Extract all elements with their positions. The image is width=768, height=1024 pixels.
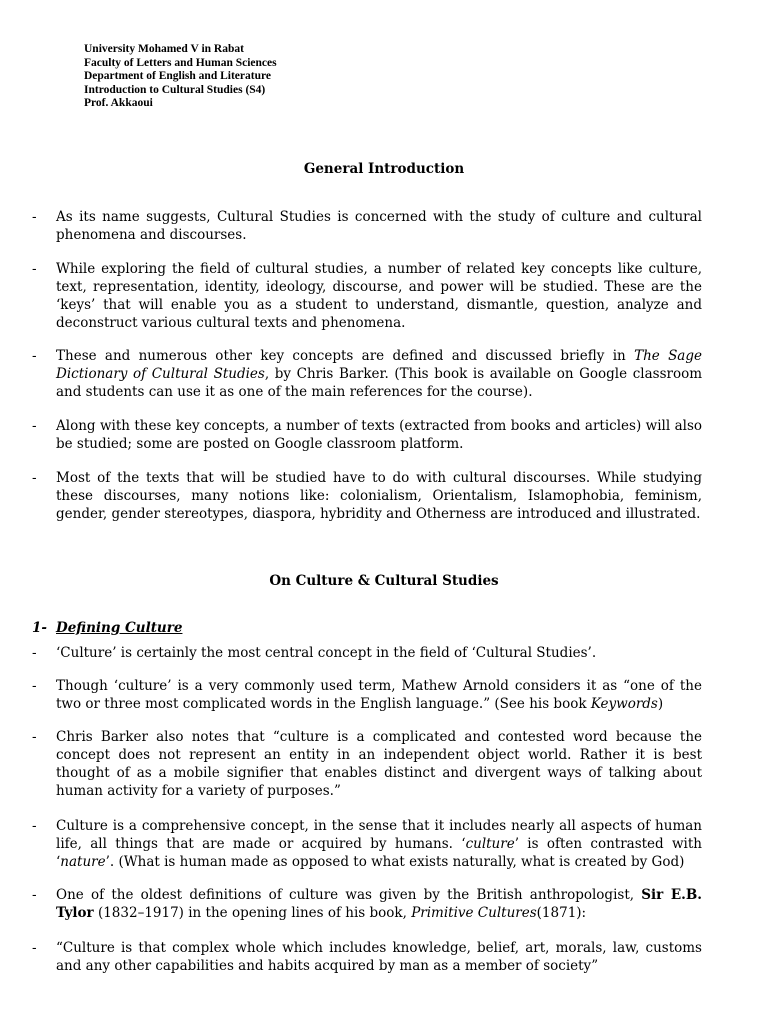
section-title: Defining Culture	[56, 620, 183, 636]
culture-text-5: One of the oldest definitions of culture was given by the British anthropologist, Sir E.B. Tylor (1832–1917) in the opening lines of his book, Primitive Cultures(1871):	[56, 887, 702, 922]
culture-item-3	[32, 728, 702, 800]
person-name-tylor: Sir E.B. Tylor	[56, 887, 702, 922]
culture-item-2	[32, 677, 702, 713]
intro-item-5	[32, 469, 702, 523]
faculty-name: Faculty of Letters and Human Sciences	[84, 56, 277, 69]
heading-general-introduction: General Introduction	[303, 161, 465, 177]
bullet-dash: -	[32, 261, 37, 277]
bullet-dash: -	[32, 418, 37, 434]
intro-item-4	[32, 417, 702, 453]
bullet-dash: -	[32, 940, 37, 956]
intro-text-2: While exploring the field of cultural studies, a number of related key concepts like culture, text, representation, identity, ideology, discourse, and power will be studied. These are the ‘keys’ that will enable you as a student to understand, dismantle, question, analyze and deconstruct various cultural texts and phenomena.	[56, 261, 702, 332]
institution-header	[84, 43, 277, 111]
university-name: University Mohamed V in Rabat	[84, 43, 244, 55]
bullet-dash: -	[32, 729, 37, 745]
intro-text-1: As its name suggests, Cultural Studies is concerned with the study of culture and cultural phenomena and discourses.	[56, 209, 702, 244]
section-number: 1-	[32, 620, 47, 636]
culture-item-6	[32, 939, 702, 975]
professor-name: Prof. Akkaoui	[84, 97, 153, 110]
intro-text-5: Most of the texts that will be studied have to do with cultural discourses. While studying these discourses, many notions like: colonialism, Orientalism, Islamophobia, feminism, gender, gender stereotypes, diaspora, hybridity and Otherness are introduced and illustrated.	[56, 470, 702, 523]
culture-text-2: Though ‘culture’ is a very commonly used term, Mathew Arnold considers it as “one of the two or three most complicated words in the English language.” (See his book Keywords)	[56, 678, 702, 713]
bullet-dash: -	[32, 678, 37, 694]
culture-item-4	[32, 817, 702, 871]
intro-item-1	[32, 208, 702, 244]
intro-item-2	[32, 260, 702, 332]
bullet-dash: -	[32, 209, 37, 225]
culture-item-5	[32, 886, 702, 922]
culture-item-1	[32, 644, 702, 662]
culture-text-1: ‘Culture’ is certainly the most central concept in the field of ‘Cultural Studies’.	[56, 645, 597, 661]
book-title-sage-dictionary: The Sage Dictionary of Cultural Studies	[56, 348, 702, 383]
culture-text-6: “Culture is that complex whole which includes knowledge, belief, art, morals, law, customs and any other capabilities and habits acquired by man as a member of society”	[56, 940, 702, 975]
bullet-dash: -	[32, 887, 37, 903]
book-title-keywords: Keywords	[590, 696, 658, 713]
culture-text-3: Chris Barker also notes that “culture is a complicated and contested word because the concept does not represent an entity in an independent object world. Rather it is best thought of as a mobile signifier that enables distinct and divergent ways of talking about human activity for a variety of purposes.”	[56, 729, 702, 800]
culture-text-4: Culture is a comprehensive concept, in the sense that it includes nearly all aspects of human life, all things that are made or acquired by humans. ‘culture’ is often contrasted with ‘nature’. (What is human made as opposed to what exists naturally, what is created by God)	[56, 818, 702, 871]
department-name: Department of English and Literature	[84, 70, 271, 83]
intro-item-3	[32, 347, 702, 401]
heading-culture-studies: On Culture & Cultural Studies	[269, 573, 499, 589]
book-title-primitive-cultures: Primitive Cultures	[411, 905, 537, 922]
bullet-dash: -	[32, 470, 37, 486]
intro-text-4: Along with these key concepts, a number of texts (extracted from books and articles) will also be studied; some are posted on Google classroom platform.	[56, 418, 702, 453]
section-heading-defining-culture	[32, 620, 182, 636]
course-name: Introduction to Cultural Studies (S4)	[84, 83, 266, 96]
bullet-dash: -	[32, 818, 37, 834]
bullet-dash: -	[32, 348, 37, 364]
bullet-dash: -	[32, 645, 37, 661]
intro-text-3: These and numerous other key concepts are defined and discussed briefly in The Sage Dictionary of Cultural Studies, by Chris Barker. (This book is available on Google classroom and students can use it as one of the main references for the course).	[56, 348, 703, 401]
